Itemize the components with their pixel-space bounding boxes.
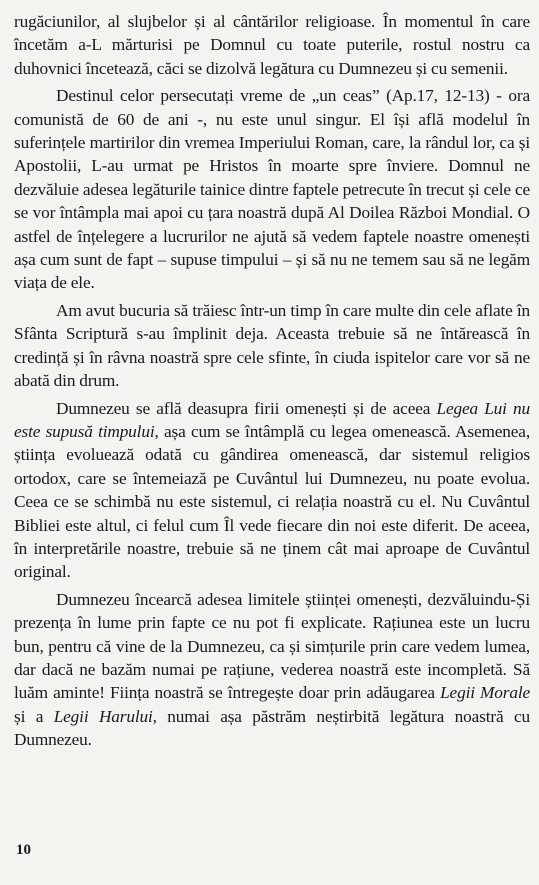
emphasis-text: Legea Lui nu este supusă timpului: [14, 398, 531, 441]
paragraph-4: [14, 397, 530, 584]
paragraph-5: [14, 588, 530, 752]
paragraph-3: [14, 299, 530, 393]
text-run: Am avut bucuria să trăiesc într-un timp în care multe din cele aflate în Sfânta Scriptură s-au împlinit deja. Aceasta trebuie să ne întărească în credință și în râvna noastră spre cele sfinte, în ciuda ispitelor care vor să ne abată din drum.: [14, 300, 530, 391]
text-run: Destinul celor persecutați vreme de „un ceas” (Ap.17, 12-13) - ora comunistă de 60 de ani -, nu este unul singur. El își află modelul în suferințele martirilor din vremea Imperiului Roman, care, la rândul lor, ca și Apostolii, L-au urmat pe Hristos în moarte spre înviere. Domnul ne dezvăluie adesea legăturile tainice dintre faptele petrecute în trecut și cele ce se vor întâmpla mai apoi cu țara noastră după Al Doilea Război Mondial. O astfel de înțelegere a lucrurilor ne ajută să vedem faptele noastre omenești așa cum sunt de fapt – supuse timpului – și să nu ne temem sau să ne legăm viața de ele.: [14, 86, 530, 293]
text-run: Dumnezeu încearcă adesea limitele științei omenești, dezvăluindu-Și prezența în lume prin fapte ce nu pot fi explicate. Rațiunea este un lucru bun, pentru că vine de la Dumnezeu, ca și simțurile prin care vedem lumea, dar dacă ne bazăm numai pe rațiune, vederea noastră este incompletă. Să luăm aminte! Ființa noastră se întregește doar prin adăugarea: [14, 589, 530, 703]
text-run: și a: [14, 706, 54, 726]
page-number: 10: [16, 842, 31, 858]
text-run: rugăciunilor, al slujbelor și al cântărilor religioase. În momentul în care încetăm a-L mărturisi pe Domnul cu toate puterile, rostul nostru ca duhovnici încetează, căci se dizolvă legătura cu Dumnezeu și cu semenii.: [14, 12, 530, 78]
text-run: , numai așa păstrăm neștirbită legătura noastră cu Dumnezeu.: [14, 706, 530, 750]
paragraph-2: [14, 84, 530, 295]
text-run: , așa cum se întâmplă cu legea omenească. Asemenea, știința evoluează odată cu gândirea omenească, dar sistemul religios ortodox, care se întemeiază pe Cuvântul lui Dumnezeu, nu poate evolua. Ceea ce se schimbă nu este sistemul, ci relația noastră cu el. Nu Cuvântul Bibliei este altul, ci felul cum Îl vede fiecare din noi este diferit. De aceea, în interpretările noastre, trebuie să ne ținem cât mai aproape de Cuvântul original.: [14, 421, 530, 582]
page-body: [14, 10, 530, 752]
paragraph-1: [14, 10, 530, 80]
emphasis-text: Legii Morale: [440, 683, 530, 703]
text-run: Dumnezeu se află deasupra firii omenești și de aceea: [56, 398, 437, 418]
emphasis-text: Legii Harului: [53, 706, 153, 726]
